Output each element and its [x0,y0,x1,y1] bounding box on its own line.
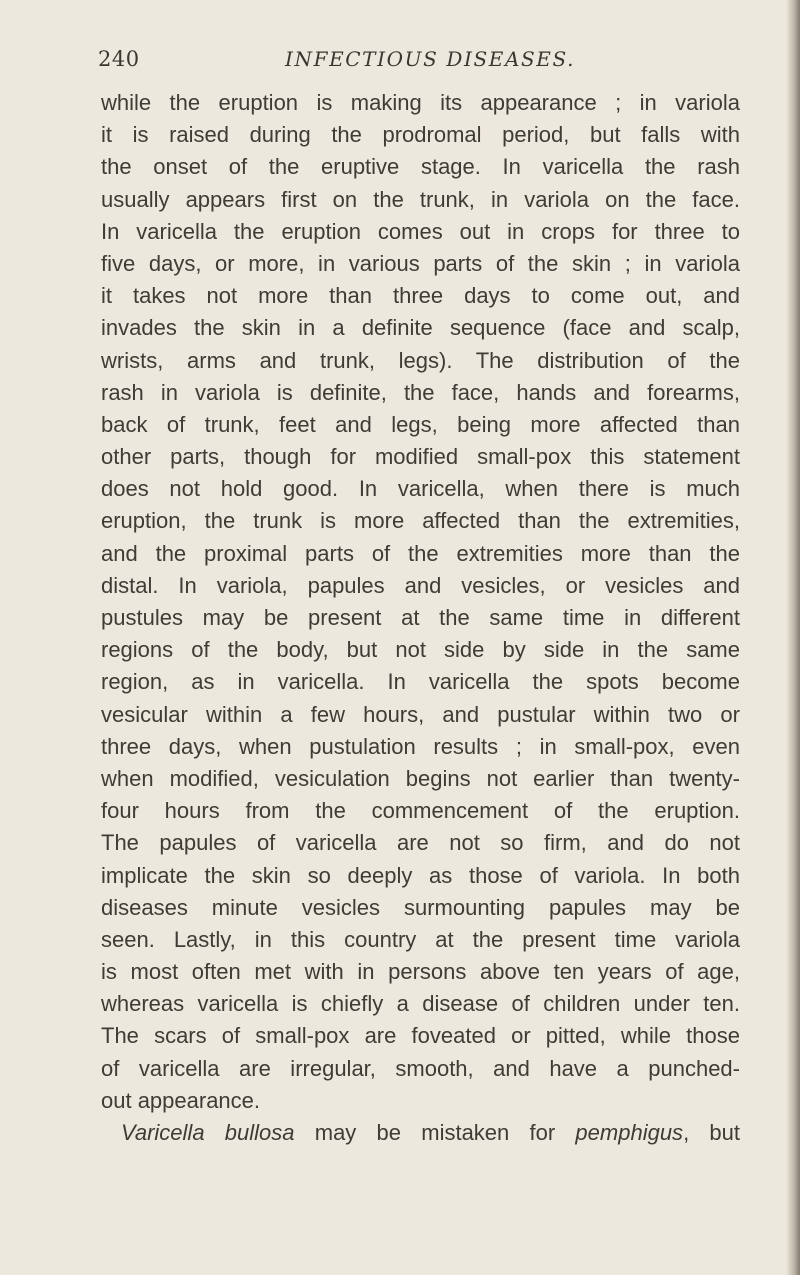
italic-term-varicella-bullosa: Varicella bullosa [121,1120,295,1145]
text-line: distal. In variola, papules and vesicles, or vesicles and [101,572,740,598]
text-line: In varicella the eruption comes out in crops for three to [101,218,740,244]
text-line: is most often met with in persons above ten years of age, [101,959,740,985]
text-line: The papules of varicella are not so firm, and do not [101,830,740,856]
final-line-text-1: may be mistaken for [294,1120,576,1145]
final-line [101,1117,740,1149]
text-line: out appearance. [101,1087,261,1113]
text-line: diseases minute vesicles surmounting papules may be [101,894,740,920]
text-line: three days, when pustulation results ; in small-pox, even [101,733,740,759]
text-line: implicate the skin so deeply as those of variola. In both [101,862,740,888]
text-line: whereas varicella is chiefly a disease of children under ten. [101,991,740,1017]
text-line: region, as in varicella. In varicella the spots become [101,669,740,695]
page-edge-shadow [786,0,800,1275]
text-line: seen. Lastly, in this country at the present time variola [101,926,740,952]
text-line: four hours from the commencement of the eruption. [101,798,740,824]
text-line: the onset of the eruptive stage. In varicella the rash [101,154,740,180]
text-line: does not hold good. In varicella, when there is much [101,476,740,502]
text-line: when modified, vesiculation begins not earlier than twenty- [101,765,740,791]
text-line: The scars of small-pox are foveated or pitted, while those [101,1023,740,1049]
text-line: pustules may be present at the same time in different [101,605,740,630]
text-line: it takes not more than three days to come out, and [101,283,740,309]
final-line-text-2: , but [683,1120,740,1145]
text-line: eruption, the trunk is more affected than the extremities, [101,508,740,534]
italic-term-pemphigus: pemphigus [575,1120,684,1145]
text-line: five days, or more, in various parts of the skin ; in variola [101,250,740,276]
text-line: rash in variola is definite, the face, hands and forearms, [101,379,740,405]
text-line: while the eruption is making its appearance ; in variola [101,90,740,115]
text-line: usually appears first on the trunk, in variola on the face. [101,186,740,212]
text-line: and the proximal parts of the extremities more than the [101,540,740,566]
text-line: vesicular within a few hours, and pustular within two or [101,701,740,727]
text-line: it is raised during the prodromal period, but falls with [101,122,740,148]
page-number: 240 [98,47,140,71]
text-line: of varicella are irregular, smooth, and have a punched- [101,1055,740,1081]
page-header [0,47,800,87]
text-line: invades the skin in a definite sequence (face and scalp, [101,315,740,341]
running-head: INFECTIOUS DISEASES. [285,47,576,71]
body-text [101,87,740,1149]
text-line: other parts, though for modified small-pox this statement [101,444,740,470]
text-line: wrists, arms and trunk, legs). The distribution of the [101,347,740,373]
text-line: back of trunk, feet and legs, being more affected than [101,411,740,437]
text-line: regions of the body, but not side by side in the same [101,637,740,663]
